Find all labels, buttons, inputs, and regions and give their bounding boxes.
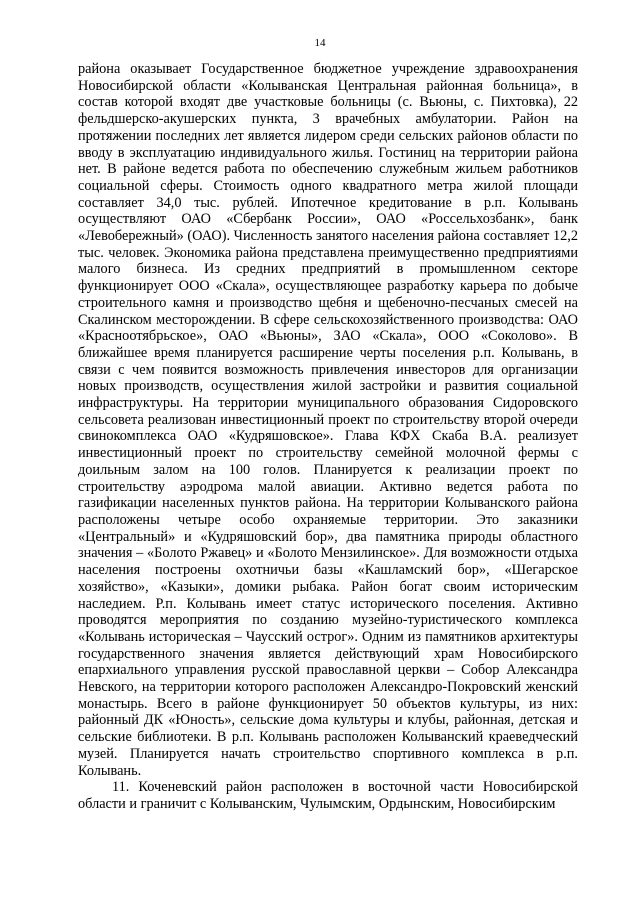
document-body (78, 61, 578, 813)
page-number: 14 (314, 37, 326, 49)
paragraph-kolyvan-district: района оказывает Государственное бюджетное учреждение здравоохранения Новосибирской области «Колыванская Центральная районная больница», в состав которой входят две участковые больницы (с. Вьюны, с. Пихтовка), 22 фельдшерско-акушерских пункта, 3 врачебных амбулатории. Район на протяжении последних лет является лидером среди сельских районов области по вводу в эксплуатацию индивидуального жилья. Гостиниц на территории района нет. В районе ведется работа по обеспечению служебным жильем работников социальной сферы. Стоимость одного квадратного метра жилой площади составляет 34,0 тыс. рублей. Ипотечное кредитование в р.п. Колывань осуществляют ОАО «Сбербанк России», ОАО «Россельхозбанк», банк «Левобережный» (ОАО). Численность занятого населения района составляет 12,2 тыс. человек. Экономика района представлена преимущественно предприятиями малого бизнеса. Из средних предприятий в промышленном секторе функционирует ООО «Скала», осуществляющее разработку карьера по добыче строительного камня и производство щебня и щебеночно-песчаных смесей на Скалинском месторождении. В сфере сельскохозяйственного производства: ОАО «Красноотябрьское», ОАО «Вьюны», ЗАО «Скала», ООО «Соколово». В ближайшее время планируется расширение черты поселения р.п. Колывань, в связи с чем появится возможность привлечения инвесторов для организации новых производств, осуществления жилой застройки и развития социальной инфраструктуры. На территории муниципального образования Сидоровского сельсовета реализован инвестиционный проект по строительству второй очереди свинокомплекса ОАО «Кудряшовское». Глава КФХ Скаба В.А. реализует инвестиционный проект по строительству семейной молочной фермы с доильным залом на 100 голов. Планируется к реализации проект по строительству аэродрома малой авиации. Активно ведется работа по газификации населенных пунктов района. На территории Колыванского района расположены четыре особо охраняемые территории. Это заказники «Центральный» и «Кудряшовский бор», два памятника природы областного значения – «Болото Ржавец» и «Болото Мензилинское». Для возможности отдыха населения построены охотничьи базы «Кашламский бор», «Шегарское хозяйство», «Казыки», домики рыбака. Район богат своим историческим наследием. Р.п. Колывань имеет статус исторического поселения. Активно проводятся мероприятия по созданию музейно-туристического комплекса «Колывань историческая – Чаусский острог». Одним из памятников архитектуры государственного значения является действующий храм Новосибирского епархиального управления русской православной церкви – Собор Александра Невского, на территории которого расположен Александро-Покровский женский монастырь. Всего в районе функционирует 50 объектов культуры, из них: районный ДК «Юность», сельские дома культуры и клубы, районная, детская и сельские библиотеки. В р.п. Колывань расположен Колыванский краеведческий музей. Планируется начать строительство спортивного комплекса в р.п. Колывань. (78, 61, 578, 779)
paragraph-kochenevo-district: 11. Коченевский район расположен в восточной части Новосибирской области и граничит с Колыванским, Чулымским, Ордынским, Новосибирским (78, 779, 578, 812)
